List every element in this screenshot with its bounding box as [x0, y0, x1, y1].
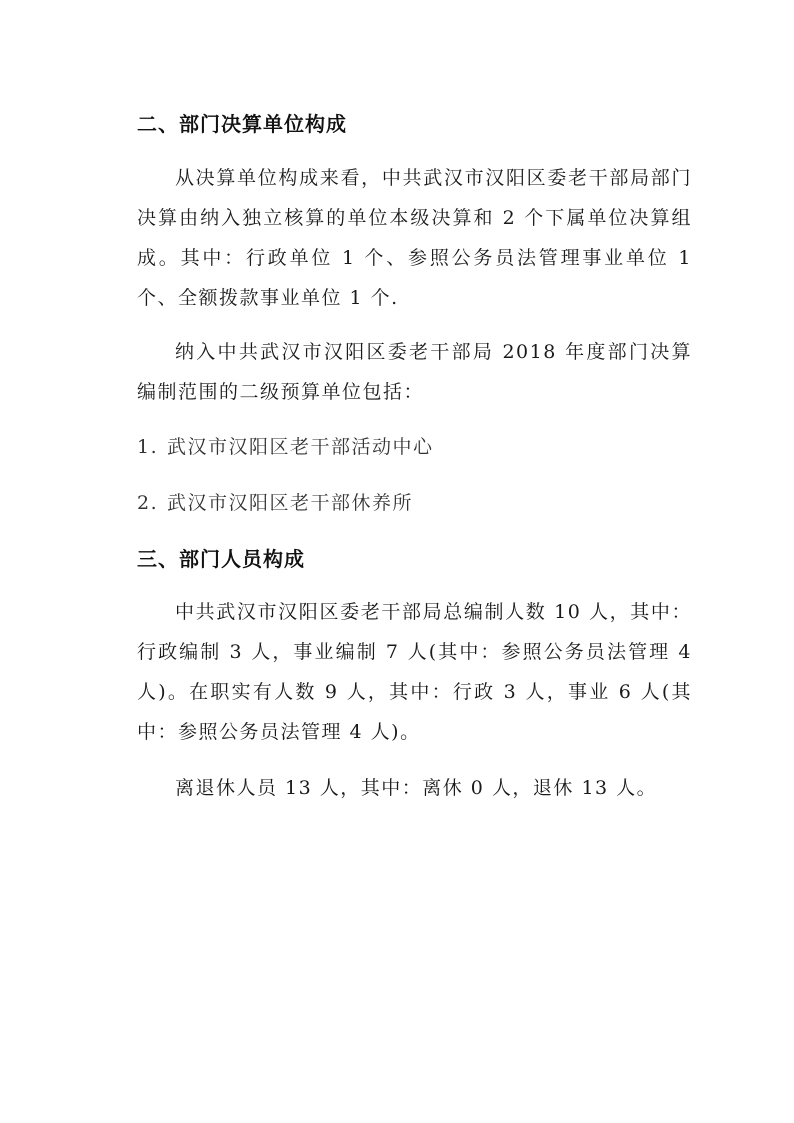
paragraph-secondary-units-intro: 纳入中共武汉市汉阳区委老干部局 2018 年度部门决算编制范围的二级预算单位包括： [137, 341, 692, 403]
list-item-name: 武汉市汉阳区老干部休养所 [167, 492, 414, 514]
list-item [137, 488, 413, 515]
paragraph-retired-staff: 离退休人员 13 人，其中：离休 0 人，退休 13 人。 [175, 777, 658, 799]
section-heading-staff-composition: 三、部门人员构成 [137, 547, 305, 571]
list-item-number: 1. [137, 436, 159, 458]
section-heading-unit-composition: 二、部门决算单位构成 [137, 112, 347, 136]
paragraph-unit-composition: 从决算单位构成来看，中共武汉市汉阳区委老干部局部门决算由纳入独立核算的单位本级决算和 2 个下属单位决算组成。其中：行政单位 1 个、参照公务员法管理事业单位 1 个、全额拨款事业单位 1 个. [137, 167, 692, 309]
list-item [137, 432, 434, 459]
paragraph-staff-composition: 中共武汉市汉阳区委老干部局总编制人数 10 人，其中：行政编制 3 人，事业编制 7 人(其中：参照公务员法管理 4 人)。在职实有人数 9 人，其中：行政 3 人，事业 6 人(其中：参照公务员法管理 4 人)。 [137, 601, 692, 743]
list-item-name: 武汉市汉阳区老干部活动中心 [167, 436, 434, 458]
list-item-number: 2. [137, 492, 159, 514]
